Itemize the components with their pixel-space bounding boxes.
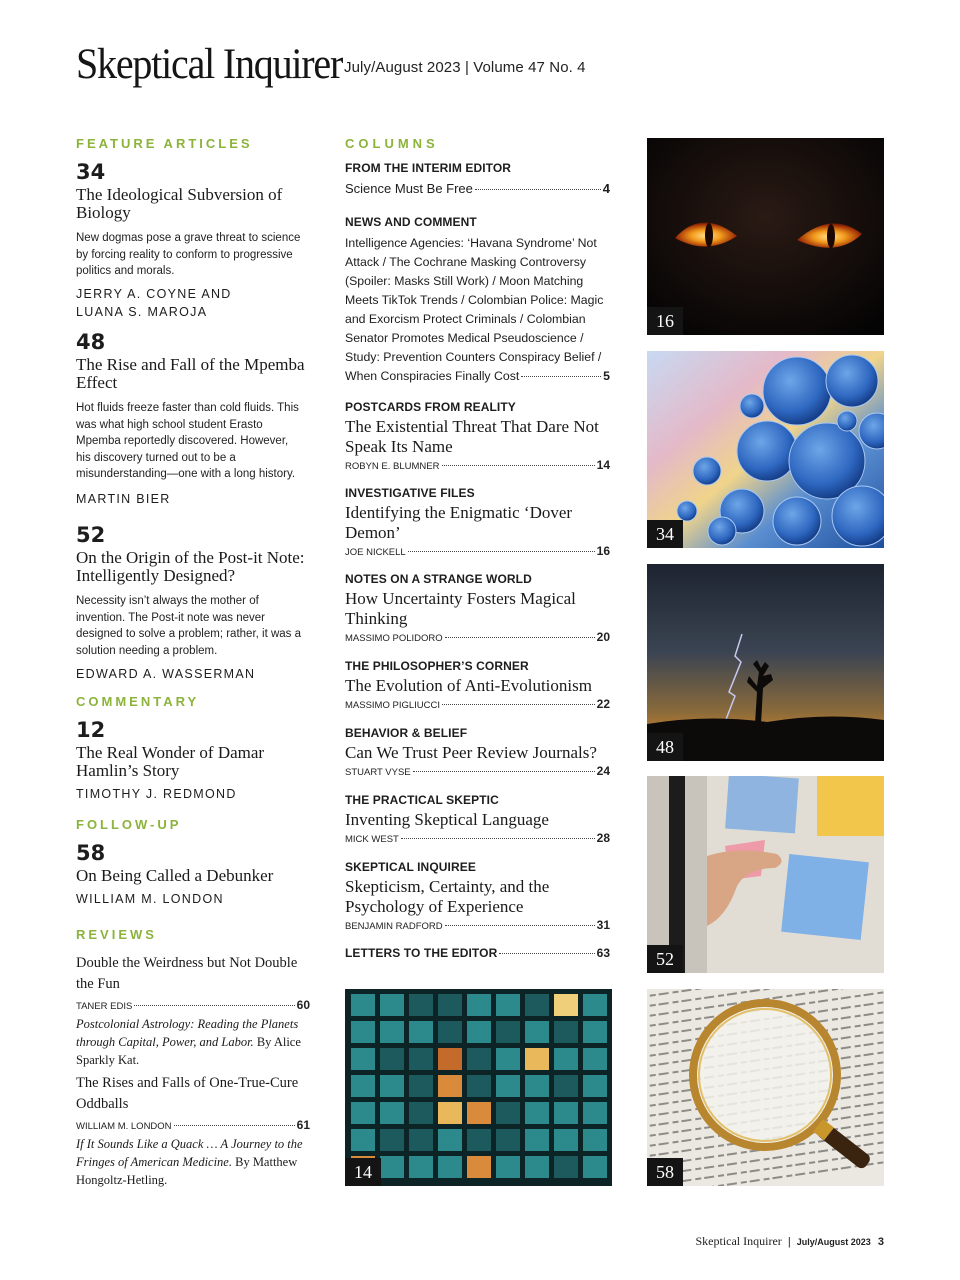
review-book (76, 1015, 310, 1069)
window-cell (467, 1075, 491, 1097)
footer-magazine: Skeptical Inquirer (695, 1234, 782, 1248)
column-byline (345, 630, 610, 644)
column-head: THE PRACTICAL SKEPTIC (345, 793, 499, 807)
photo-page-label: 52 (647, 945, 683, 973)
bubbles-illustration (647, 351, 884, 548)
masthead: Skeptical Inquirer (76, 39, 343, 88)
column-title: Inventing Skeptical Language (345, 810, 549, 829)
column-page: 16 (596, 544, 610, 558)
window-cell (467, 1156, 491, 1178)
photo-post-it-notes[interactable] (647, 776, 884, 973)
column-head: NEWS AND COMMENT (345, 215, 477, 229)
review-author: TANER EDIS (76, 1001, 133, 1012)
photo-page-label: 14 (345, 1158, 381, 1186)
column-author: MASSIMO POLIDORO (345, 633, 443, 644)
column-page: 4 (602, 181, 610, 196)
commentary-title: The Real Wonder of Damar Hamlin’s Story (76, 743, 265, 780)
page-footer (695, 1234, 884, 1249)
window-cell (409, 1021, 433, 1043)
window-cell (525, 1156, 549, 1178)
leader-dots (134, 1005, 294, 1006)
column-page: 14 (596, 458, 610, 472)
column-letters[interactable] (345, 946, 610, 960)
window-cell (438, 994, 462, 1016)
right-pupil (827, 224, 835, 248)
column-item[interactable] (345, 486, 610, 558)
window-cell (554, 1156, 578, 1178)
photo-page-label: 48 (647, 733, 683, 761)
photo-cell-bubbles[interactable] (647, 351, 884, 548)
review-book-title: If It Sounds Like a Quack … A Journey to the Fringes of American Medicine. (76, 1137, 303, 1169)
leader-dots (521, 376, 601, 377)
window-cell (525, 994, 549, 1016)
column-interim-editor[interactable] (345, 161, 610, 196)
column-item[interactable] (345, 400, 610, 472)
column-author: STUART VYSE (345, 767, 411, 778)
window-cell (380, 1048, 404, 1070)
window-cell (409, 1075, 433, 1097)
leader-dots (499, 953, 594, 954)
feature-author: JERRY A. COYNE AND LUANA S. MAROJA (76, 286, 232, 319)
column-item[interactable] (345, 860, 610, 932)
feature-page-number: 34 (76, 160, 106, 184)
window-cell (583, 1156, 607, 1178)
photo-page-label: 58 (647, 1158, 683, 1186)
left-pupil (705, 223, 713, 247)
window-cell (525, 1075, 549, 1097)
storm-illustration (647, 564, 884, 761)
window-cell (438, 1048, 462, 1070)
reviews-heading: REVIEWS (76, 927, 157, 942)
leader-dots (442, 465, 595, 466)
column-author: MASSIMO PIGLIUCCI (345, 700, 441, 711)
window-cell (351, 1021, 375, 1043)
bubble (740, 394, 764, 418)
feature-article[interactable] (76, 523, 308, 681)
window-cell (554, 1021, 578, 1043)
column-head: NOTES ON A STRANGE WORLD (345, 572, 532, 586)
window-cell (438, 1102, 462, 1124)
column-page: 22 (596, 697, 610, 711)
window-cell (409, 1102, 433, 1124)
window-cell (583, 1048, 607, 1070)
column-head: FROM THE INTERIM EDITOR (345, 161, 512, 175)
feature-author: MARTIN BIER (76, 491, 171, 506)
review-byline (76, 1118, 310, 1132)
column-byline (345, 544, 610, 558)
commentary-heading: COMMENTARY (76, 694, 200, 709)
footer-separator: | (787, 1236, 791, 1248)
review-page: 61 (296, 1118, 310, 1132)
bubble (677, 501, 697, 521)
review-byline (76, 998, 310, 1012)
followup-author: WILLIAM M. LONDON (76, 892, 224, 906)
feature-author: EDWARD A. WASSERMAN (76, 667, 256, 681)
feature-title: The Rise and Fall of the Mpemba Effect (76, 355, 305, 392)
followup-title: On Being Called a Debunker (76, 866, 274, 885)
column-page: 20 (596, 630, 610, 644)
window-cell (525, 1102, 549, 1124)
photo-page-label: 34 (647, 520, 683, 548)
magnifier-illustration (647, 989, 884, 1186)
review-title: Double the Weirdness but Not Double the Fun (76, 955, 298, 992)
followup-article[interactable] (76, 841, 308, 906)
column-item[interactable] (345, 659, 610, 711)
window-cell (554, 1048, 578, 1070)
feature-description: New dogmas pose a grave threat to science by forcing reality to conform to progressive politics and morals. (76, 232, 301, 277)
window-frame (669, 776, 685, 973)
glowing-eyes-illustration (647, 138, 884, 335)
feature-title: The Ideological Subversion of Biology (76, 185, 283, 222)
window-cell (409, 1156, 433, 1178)
review-item[interactable] (76, 1073, 310, 1189)
window-cell (351, 1075, 375, 1097)
followup-heading: FOLLOW-UP (76, 817, 182, 832)
leader-dots (174, 1125, 295, 1126)
commentary-author: TIMOTHY J. REDMOND (76, 787, 237, 801)
column-page: 63 (596, 946, 610, 960)
window-cell (525, 1048, 549, 1070)
yellow-note (817, 776, 884, 836)
column-head: THE PHILOSOPHER’S CORNER (345, 659, 529, 673)
bubble (708, 517, 736, 545)
bubble (837, 411, 857, 431)
review-page: 60 (296, 998, 310, 1012)
window-cell (525, 1129, 549, 1151)
column-byline (345, 764, 610, 778)
window-cell (409, 1048, 433, 1070)
review-book-title: Postcolonial Astrology: Reading the Planets through Capital, Power, and Labor. (76, 1017, 299, 1049)
window-cell (380, 1075, 404, 1097)
windows-grid-illustration (345, 989, 612, 1186)
window-cell (438, 1021, 462, 1043)
window-cell (467, 1048, 491, 1070)
window-cell (467, 1129, 491, 1151)
bubble (737, 421, 797, 481)
review-title: The Rises and Falls of One-True-Cure Oddballs (76, 1075, 299, 1112)
column-page: 31 (596, 918, 610, 932)
window-cell (496, 1156, 520, 1178)
window-cell (380, 1102, 404, 1124)
window-cell (438, 1129, 462, 1151)
photo-glowing-eyes[interactable] (647, 138, 884, 335)
window-cell (467, 1102, 491, 1124)
column-item[interactable] (345, 793, 610, 845)
column-news-comment[interactable] (345, 215, 610, 386)
feature-article[interactable] (76, 160, 308, 321)
features-heading: FEATURE ARTICLES (76, 136, 253, 151)
window-cell (496, 1129, 520, 1151)
window-cell (380, 1156, 404, 1178)
leader-dots (408, 551, 595, 552)
column-item[interactable] (345, 726, 610, 778)
window-cell (351, 1048, 375, 1070)
feature-description: Hot fluids freeze faster than cold fluids. This was what high school student Erasto Mpemba reportedly discovered. However, his discovery turned out to be a misunderstanding—one with a long history. (76, 402, 299, 480)
column-page: 5 (603, 369, 610, 383)
leader-dots (401, 838, 595, 839)
column-item[interactable] (345, 572, 610, 644)
bubble (773, 497, 821, 545)
commentary-page-number: 12 (76, 718, 106, 742)
feature-title: On the Origin of the Post-it Note: Intelligently Designed? (76, 548, 305, 585)
review-book (76, 1135, 304, 1189)
bubble (693, 457, 721, 485)
window-cell (583, 1021, 607, 1043)
column-title: Skepticism, Certainty, and the Psychology of Experience (345, 877, 550, 916)
column-title: Can We Trust Peer Review Journals? (345, 743, 597, 762)
column-byline (345, 831, 610, 845)
window-cell (380, 1129, 404, 1151)
bubble (826, 355, 878, 407)
column-author: ROBYN E. BLUMNER (345, 461, 440, 472)
post-it-illustration (647, 776, 884, 973)
window-cell (438, 1156, 462, 1178)
window-cell (351, 1129, 375, 1151)
window-cell (583, 994, 607, 1016)
feature-description: Necessity isn’t always the mother of invention. The Post-it note was never designed to solve a problem; rather, it was a solution needing a problem. (76, 595, 302, 657)
window-cell (409, 1129, 433, 1151)
column-author: JOE NICKELL (345, 547, 406, 558)
footer-issue: July/August 2023 (796, 1237, 871, 1247)
review-item[interactable] (76, 953, 310, 1069)
leader-dots (475, 189, 601, 190)
window-cell (380, 1021, 404, 1043)
window-cell (583, 1129, 607, 1151)
window-cell (583, 1102, 607, 1124)
column-page: 24 (596, 764, 610, 778)
window-cell (554, 1102, 578, 1124)
column-byline (345, 458, 610, 472)
bubble (763, 357, 831, 425)
column-title: How Uncertainty Fosters Magical Thinking (345, 589, 576, 628)
feature-page-number: 48 (76, 330, 106, 354)
window-cell (496, 1075, 520, 1097)
column-byline (345, 918, 610, 932)
review-author: WILLIAM M. LONDON (76, 1121, 172, 1132)
blue-note (725, 776, 799, 833)
column-byline (345, 697, 610, 711)
window-cell (554, 1075, 578, 1097)
photo-magnifying-glass[interactable] (647, 989, 884, 1186)
column-page: 28 (596, 831, 610, 845)
commentary-article[interactable] (76, 718, 308, 801)
column-head: LETTERS TO THE EDITOR (345, 946, 498, 960)
window-cell (496, 1102, 520, 1124)
feature-page-number: 52 (76, 523, 106, 547)
window-cells (351, 994, 607, 1178)
column-author: BENJAMIN RADFORD (345, 921, 443, 932)
window-cell (467, 1021, 491, 1043)
window-cell (351, 994, 375, 1016)
column-title: The Evolution of Anti-Evolutionism (345, 676, 592, 695)
column-leader (345, 181, 610, 196)
column-title: Science Must Be Free (345, 181, 473, 196)
leader-dots (445, 637, 595, 638)
review-book-author: By Matthew Hongoltz-Hetling. (76, 1155, 298, 1187)
leader-dots (442, 704, 595, 705)
column-title: Identifying the Enigmatic ‘Dover Demon’ (345, 503, 573, 542)
blue-note (781, 854, 869, 940)
window-cell (496, 1048, 520, 1070)
leader-dots (413, 771, 595, 772)
window-cell (525, 1021, 549, 1043)
review-book-author: By Alice Sparkly Kat. (76, 1035, 301, 1067)
window-cell (496, 1021, 520, 1043)
photo-windows-grid[interactable] (345, 989, 612, 1186)
footer-page-number: 3 (877, 1236, 884, 1248)
column-author: MICK WEST (345, 834, 399, 845)
news-topics: Intelligence Agencies: ‘Havana Syndrome’ Not Attack / The Cochrane Masking Controversy (Spoiler: Masks Still Work) / Moon Matching Meets TikTok Trends / Colombian Police: Magic and Exorcism Protect Criminals / Colombian Senator Promotes Medical Pseudoscience / Study: Prevention Counters Conspiracy Belief / (345, 236, 604, 364)
photo-storm-tree[interactable] (647, 564, 884, 761)
news-last-topic: When Conspiracies Finally Cost (345, 369, 520, 383)
column-head: INVESTIGATIVE FILES (345, 486, 475, 500)
issue-line: July/August 2023 | Volume 47 No. 4 (344, 59, 586, 76)
column-head: POSTCARDS FROM REALITY (345, 400, 516, 414)
photo-page-label: 16 (647, 307, 683, 335)
window-cell (496, 994, 520, 1016)
window-cell (554, 1129, 578, 1151)
window-cell (438, 1075, 462, 1097)
window-cell (409, 994, 433, 1016)
window-cell (380, 994, 404, 1016)
window-cell (351, 1102, 375, 1124)
column-head: SKEPTICAL INQUIREE (345, 860, 476, 874)
columns-heading: COLUMNS (345, 136, 439, 151)
window-cell (583, 1075, 607, 1097)
window-cell (554, 994, 578, 1016)
window-cell (467, 994, 491, 1016)
column-head: BEHAVIOR & BELIEF (345, 726, 468, 740)
column-leader (345, 367, 610, 386)
followup-page-number: 58 (76, 841, 106, 865)
leader-dots (445, 925, 595, 926)
feature-article[interactable] (76, 330, 308, 506)
column-title: The Existential Threat That Dare Not Speak Its Name (345, 417, 599, 456)
